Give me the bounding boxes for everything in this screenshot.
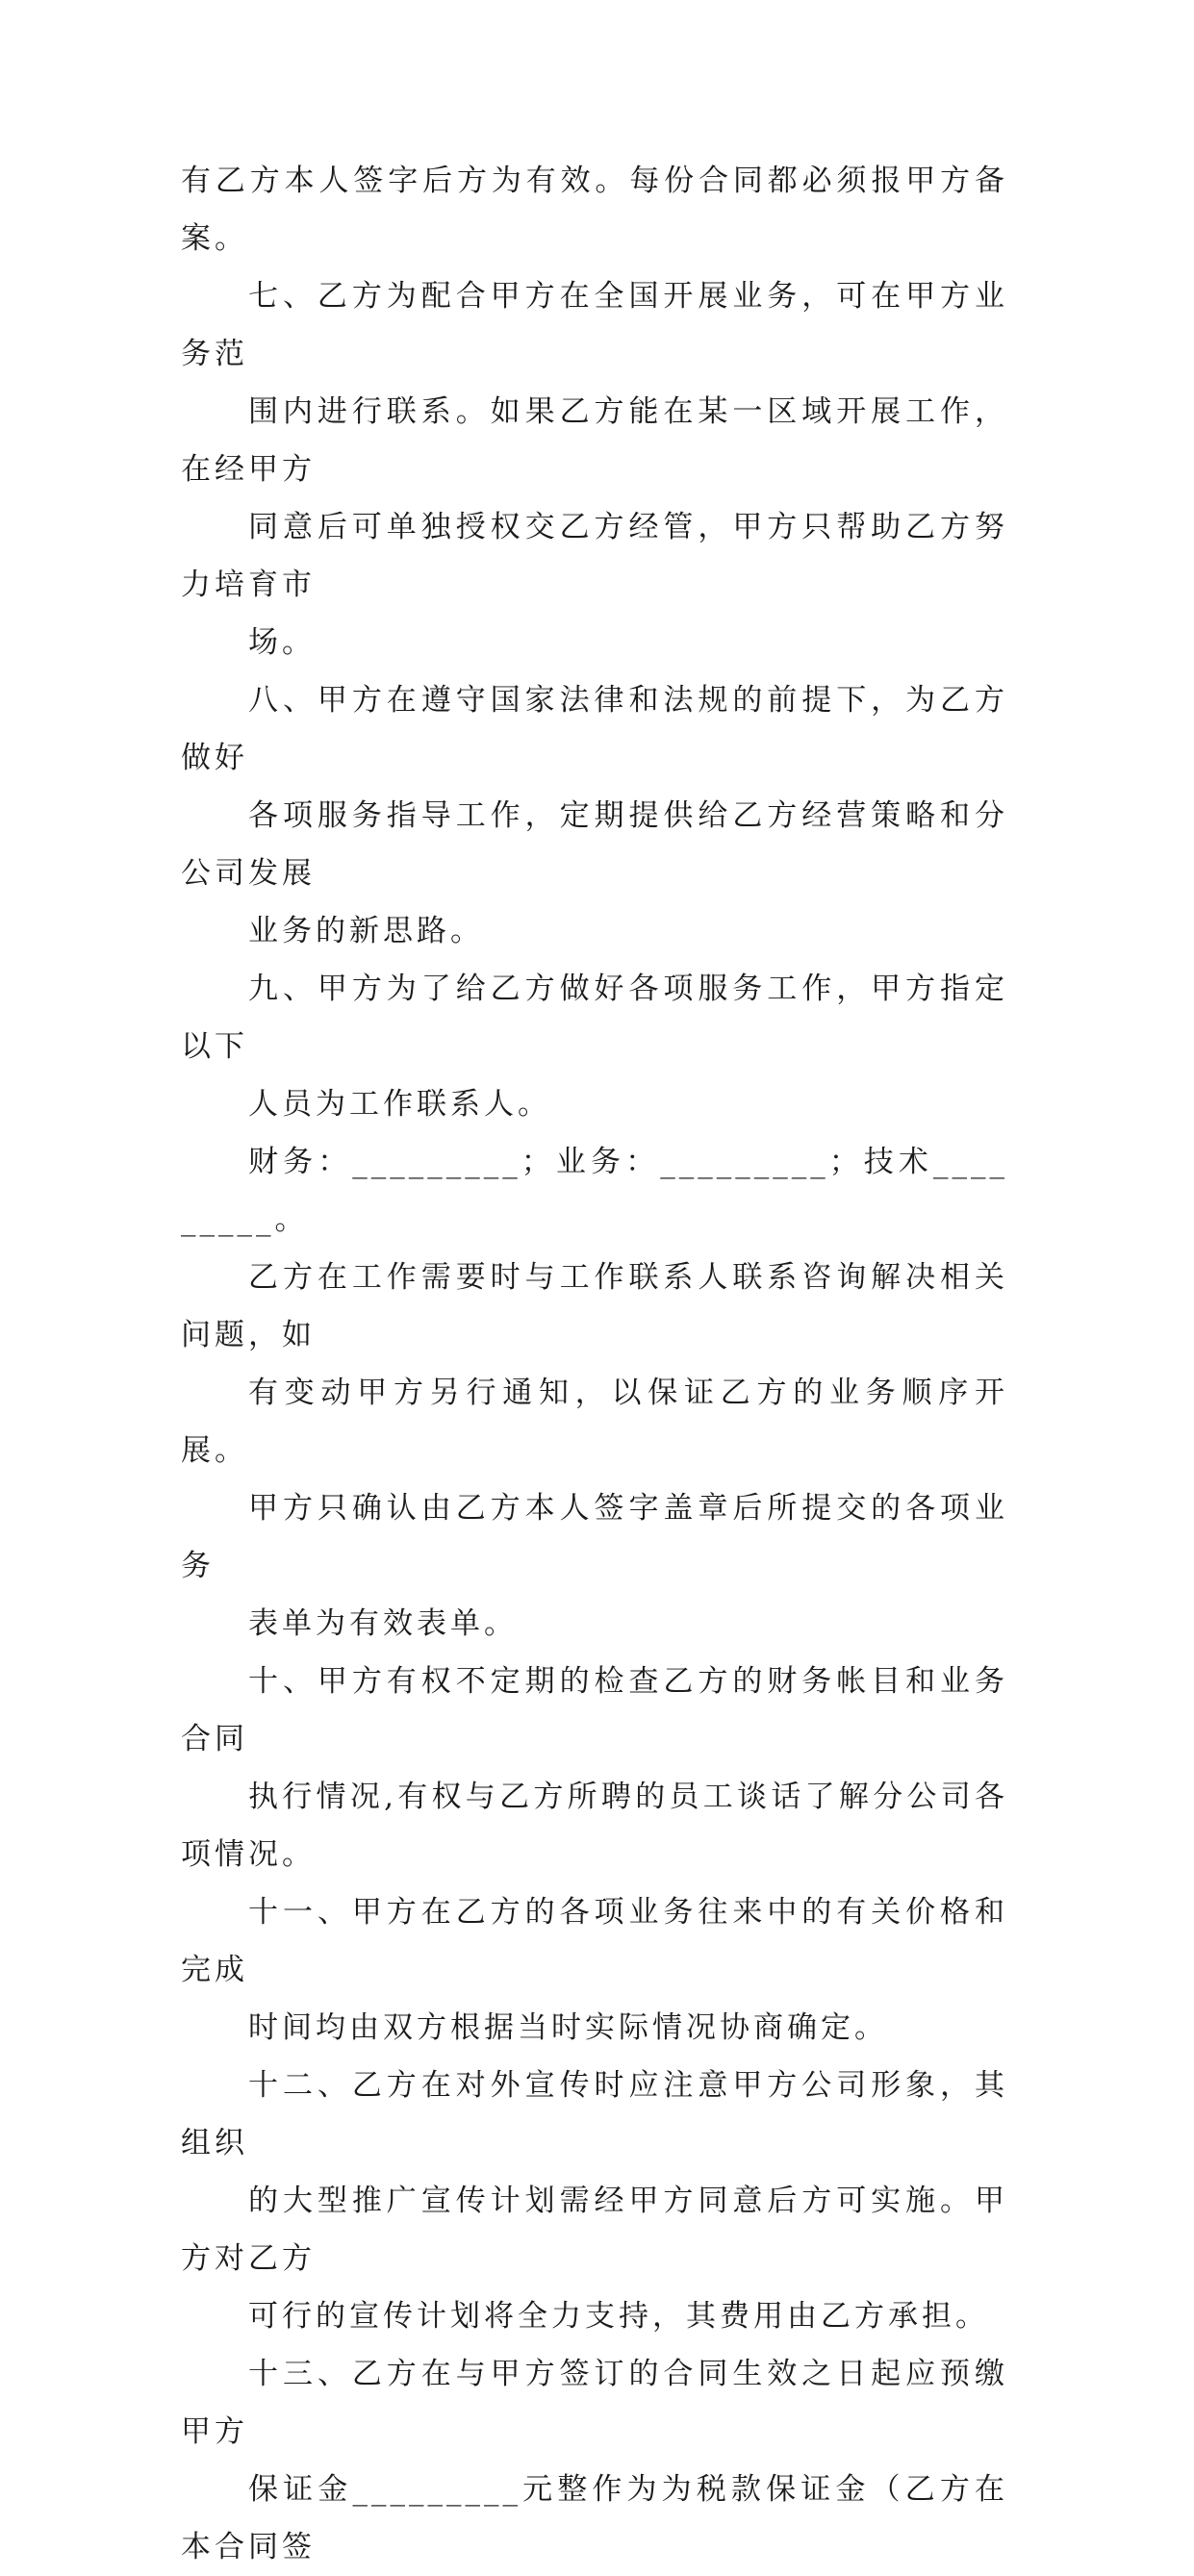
paragraph	[181, 2057, 1008, 2345]
paragraph	[181, 2345, 1008, 2576]
text-line: 有乙方本人签字后方为有效。每份合同都必须报甲方备案。	[181, 164, 1008, 256]
text-line: 八、甲方在遵守国家法律和法规的前提下，为乙方做好	[181, 683, 1008, 775]
text-line: 乙方在工作需要时与工作联系人联系咨询解决相关问题，如	[181, 1260, 1008, 1352]
text-line: 有变动甲方另行通知，以保证乙方的业务顺序开展。	[181, 1376, 1008, 1468]
text-line: 甲方只确认由乙方本人签字盖章后所提交的各项业务	[181, 1491, 1008, 1583]
text-line: 十三、乙方在与甲方签订的合同生效之日起应预缴甲方	[181, 2357, 1008, 2449]
text-line: 执行情况,有权与乙方所聘的员工谈话了解分公司各项情况。	[181, 1780, 1008, 1872]
text-line: 七、乙方为配合甲方在全国开展业务，可在甲方业务范	[181, 279, 1008, 371]
paragraph	[181, 1133, 1008, 1479]
text-line: 各项服务指导工作，定期提供给乙方经营策略和分公司发展	[181, 798, 1008, 891]
document-body	[181, 152, 1008, 2576]
paragraph	[181, 960, 1008, 1133]
paragraph	[181, 267, 1008, 671]
text-line: 十一、甲方在乙方的各项业务往来中的有关价格和完成	[181, 1895, 1008, 1987]
text-line: 十二、乙方在对外宣传时应注意甲方公司形象，其组织	[181, 2068, 1008, 2160]
text-line: 财务：_________；业务：_________；技术_________。	[181, 1145, 1008, 1237]
paragraph	[181, 1883, 1008, 2057]
text-line: 场。	[248, 625, 316, 660]
text-line: 围内进行联系。如果乙方能在某一区域开展工作，在经甲方	[181, 394, 1008, 487]
paragraph	[181, 1653, 1008, 1883]
paragraph	[181, 152, 1008, 267]
text-line: 时间均由双方根据当时实际情况协商确定。	[248, 2010, 888, 2045]
text-line: 人员为工作联系人。	[248, 1087, 551, 1122]
text-line: 九、甲方为了给乙方做好各项服务工作，甲方指定以下	[181, 972, 1008, 1064]
text-line: 表单为有效表单。	[248, 1606, 518, 1641]
paragraph	[181, 1479, 1008, 1653]
text-line: 可行的宣传计划将全力支持，其费用由乙方承担。	[248, 2299, 989, 2334]
paragraph	[181, 671, 1008, 960]
text-line: 同意后可单独授权交乙方经管，甲方只帮助乙方努力培育市	[181, 510, 1008, 602]
text-line: 保证金_________元整作为为税款保证金（乙方在本合同签	[181, 2472, 1008, 2564]
text-line: 十、甲方有权不定期的检查乙方的财务帐目和业务合同	[181, 1664, 1008, 1756]
text-line: 的大型推广宣传计划需经甲方同意后方可实施。甲方对乙方	[181, 2184, 1008, 2276]
text-line: 业务的新思路。	[248, 914, 484, 948]
